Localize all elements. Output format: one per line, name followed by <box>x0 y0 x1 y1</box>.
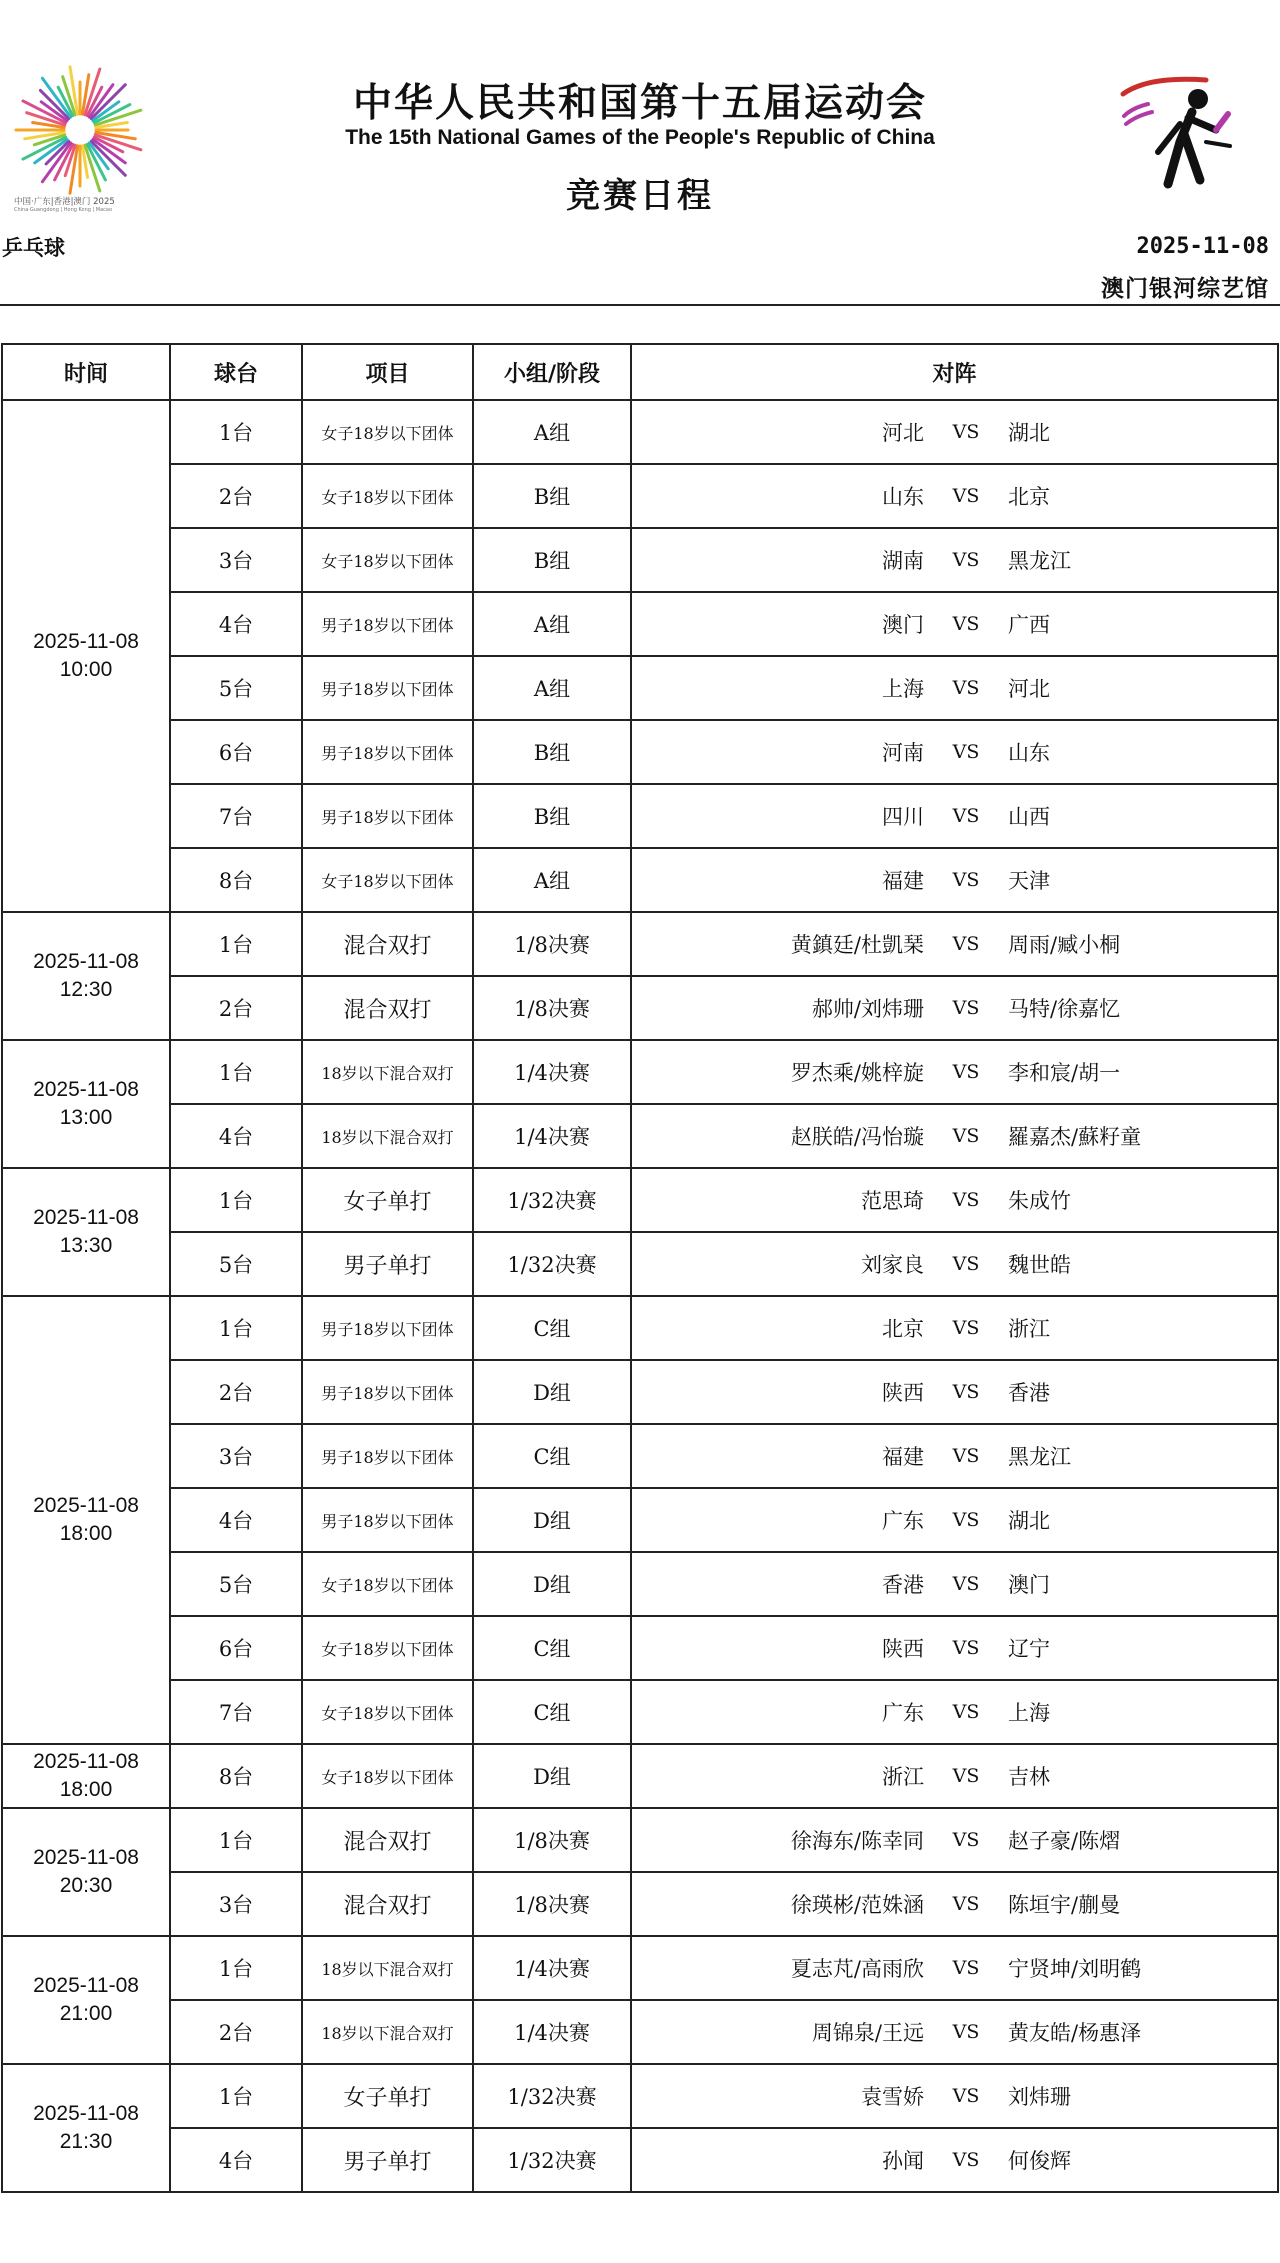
team-b: 黄友皓/杨惠泽 <box>1008 2021 1142 2045</box>
table-number-cell: 8台 <box>170 848 302 912</box>
vs-label: VS <box>952 1893 980 1915</box>
table-number-cell: 3台 <box>170 1424 302 1488</box>
event-cell: 混合双打 <box>302 976 473 1040</box>
matchup-wrap <box>632 1745 1277 1807</box>
vs-label: VS <box>952 1317 980 1339</box>
table-number-cell: 4台 <box>170 1104 302 1168</box>
team-b: 天津 <box>1008 869 1050 893</box>
vs-label: VS <box>952 1189 980 1211</box>
matchup-cell <box>631 1936 1278 2000</box>
stage-cell: 1/32决赛 <box>473 1232 631 1296</box>
table-row <box>2 1232 1278 1296</box>
table-tennis-pictogram-icon <box>1118 72 1238 202</box>
event-cell: 男子18岁以下团体 <box>302 784 473 848</box>
time-date: 2025-11-08 <box>33 2102 139 2125</box>
matchup-cell <box>631 912 1278 976</box>
team-a: 四川 <box>882 805 924 829</box>
table-row <box>2 592 1278 656</box>
schedule-date: 2025-11-08 <box>1136 234 1269 259</box>
time-clock: 10:00 <box>59 658 113 681</box>
matchup-wrap <box>632 785 1277 847</box>
vs-label: VS <box>952 1509 980 1531</box>
vs-label: VS <box>952 741 980 763</box>
matchup-wrap <box>632 529 1277 591</box>
column-header-event: 项目 <box>302 344 473 400</box>
vs-label: VS <box>952 1061 980 1083</box>
event-cell: 男子18岁以下团体 <box>302 720 473 784</box>
vs-label: VS <box>952 421 980 443</box>
team-b: 北京 <box>1008 485 1050 509</box>
stage-cell: 1/4决赛 <box>473 1936 631 2000</box>
table-number-cell: 4台 <box>170 1488 302 1552</box>
matchup-wrap <box>632 2001 1277 2063</box>
table-number-cell: 2台 <box>170 2000 302 2064</box>
team-b: 浙江 <box>1008 1317 1050 1341</box>
stage-cell: C组 <box>473 1424 631 1488</box>
table-row <box>2 1552 1278 1616</box>
logo-left-text: 中国·广东|香港|澳门 2025 <box>14 197 115 207</box>
time-date: 2025-11-08 <box>33 1494 139 1517</box>
team-a: 黄鎮廷/杜凱琹 <box>790 933 924 957</box>
event-cell: 男子18岁以下团体 <box>302 1488 473 1552</box>
event-cell: 女子18岁以下团体 <box>302 1680 473 1744</box>
table-number-cell: 1台 <box>170 400 302 464</box>
matchup-cell <box>631 656 1278 720</box>
table-row <box>2 1872 1278 1936</box>
team-a: 山东 <box>882 485 924 509</box>
vs-label: VS <box>952 1573 980 1595</box>
matchup-cell <box>631 1680 1278 1744</box>
team-b: 香港 <box>1008 1381 1050 1405</box>
stage-cell: D组 <box>473 1744 631 1808</box>
matchup-cell <box>631 1232 1278 1296</box>
table-number-cell: 3台 <box>170 1872 302 1936</box>
team-a: 香港 <box>882 1573 924 1597</box>
vs-label: VS <box>952 1765 980 1787</box>
matchup-cell <box>631 1488 1278 1552</box>
team-a: 河南 <box>882 741 924 765</box>
time-date: 2025-11-08 <box>33 1750 139 1773</box>
table-number-cell: 8台 <box>170 1744 302 1808</box>
team-a: 陕西 <box>882 1637 924 1661</box>
vs-label: VS <box>952 2021 980 2043</box>
stage-cell: 1/32决赛 <box>473 2064 631 2128</box>
stage-cell: 1/4决赛 <box>473 1040 631 1104</box>
time-clock: 20:30 <box>59 1874 113 1897</box>
table-number-cell: 1台 <box>170 2064 302 2128</box>
matchup-wrap <box>632 977 1277 1039</box>
schedule-body <box>2 400 1278 2192</box>
team-b: 河北 <box>1008 677 1050 701</box>
matchup-wrap <box>632 1937 1277 1999</box>
matchup-wrap <box>632 465 1277 527</box>
table-header-row <box>2 344 1278 400</box>
event-cell: 女子18岁以下团体 <box>302 528 473 592</box>
team-b: 辽宁 <box>1008 1637 1050 1661</box>
team-b: 宁贤坤/刘明鹤 <box>1008 1957 1142 1981</box>
matchup-wrap <box>632 1809 1277 1871</box>
table-row <box>2 2128 1278 2192</box>
table-number-cell: 4台 <box>170 592 302 656</box>
vs-label: VS <box>952 1445 980 1467</box>
event-cell: 18岁以下混合双打 <box>302 1040 473 1104</box>
matchup-wrap <box>632 1681 1277 1743</box>
stage-cell: B组 <box>473 720 631 784</box>
team-a: 福建 <box>882 1445 924 1469</box>
team-b: 何俊辉 <box>1008 2149 1071 2173</box>
event-cell: 女子单打 <box>302 2064 473 2128</box>
table-number-cell: 1台 <box>170 912 302 976</box>
matchup-cell <box>631 1040 1278 1104</box>
vs-label: VS <box>952 677 980 699</box>
table-row <box>2 656 1278 720</box>
stage-cell: B组 <box>473 528 631 592</box>
team-b: 山东 <box>1008 741 1050 765</box>
matchup-cell <box>631 528 1278 592</box>
matchup-cell <box>631 1360 1278 1424</box>
matchup-wrap <box>632 1425 1277 1487</box>
matchup-cell <box>631 1104 1278 1168</box>
matchup-cell <box>631 400 1278 464</box>
venue-name: 澳门银河综艺馆 <box>1101 276 1269 302</box>
table-row <box>2 2064 1278 2128</box>
table-number-cell: 4台 <box>170 2128 302 2192</box>
table-row <box>2 400 1278 464</box>
matchup-wrap <box>632 401 1277 463</box>
event-cell: 男子单打 <box>302 2128 473 2192</box>
table-number-cell: 2台 <box>170 464 302 528</box>
table-row <box>2 1296 1278 1360</box>
matchup-cell <box>631 464 1278 528</box>
team-b: 魏世皓 <box>1008 1253 1071 1277</box>
table-row <box>2 1040 1278 1104</box>
event-cell: 男子18岁以下团体 <box>302 1424 473 1488</box>
table-row <box>2 1808 1278 1872</box>
vs-label: VS <box>952 933 980 955</box>
time-clock: 21:30 <box>59 2130 113 2153</box>
team-a: 罗杰乘/姚梓旋 <box>790 1061 924 1085</box>
table-row <box>2 1936 1278 2000</box>
stage-cell: D组 <box>473 1488 631 1552</box>
stage-cell: A组 <box>473 848 631 912</box>
team-a: 陕西 <box>882 1381 924 1405</box>
vs-label: VS <box>952 485 980 507</box>
event-cell: 女子18岁以下团体 <box>302 464 473 528</box>
team-b: 澳门 <box>1008 1573 1050 1597</box>
event-cell: 男子单打 <box>302 1232 473 1296</box>
event-cell: 混合双打 <box>302 912 473 976</box>
event-cell: 女子18岁以下团体 <box>302 848 473 912</box>
column-header-matchup: 对阵 <box>631 344 1278 400</box>
team-b: 吉林 <box>1008 1765 1050 1789</box>
schedule-table <box>1 343 1279 2193</box>
team-a: 河北 <box>882 421 924 445</box>
event-cell: 女子18岁以下团体 <box>302 1616 473 1680</box>
table-number-cell: 5台 <box>170 1552 302 1616</box>
table-row <box>2 2000 1278 2064</box>
team-a: 浙江 <box>882 1765 924 1789</box>
table-row <box>2 784 1278 848</box>
team-b: 羅嘉杰/蘇籽童 <box>1008 1125 1142 1149</box>
column-header-table: 球台 <box>170 344 302 400</box>
team-b: 周雨/臧小桐 <box>1008 933 1121 957</box>
vs-label: VS <box>952 1957 980 1979</box>
matchup-cell <box>631 848 1278 912</box>
matchup-cell <box>631 720 1278 784</box>
event-cell: 男子18岁以下团体 <box>302 656 473 720</box>
matchup-wrap <box>632 1873 1277 1935</box>
matchup-cell <box>631 976 1278 1040</box>
team-b: 山西 <box>1008 805 1050 829</box>
matchup-cell <box>631 2000 1278 2064</box>
time-date: 2025-11-08 <box>33 1206 139 1229</box>
matchup-wrap <box>632 1041 1277 1103</box>
matchup-wrap <box>632 1297 1277 1359</box>
table-number-cell: 7台 <box>170 784 302 848</box>
time-clock: 18:00 <box>59 1778 113 1801</box>
stage-cell: C组 <box>473 1680 631 1744</box>
table-number-cell: 1台 <box>170 1168 302 1232</box>
vs-label: VS <box>952 2085 980 2107</box>
event-cell: 女子单打 <box>302 1168 473 1232</box>
page-title: 中华人民共和国第十五届运动会 <box>352 81 927 126</box>
vs-label: VS <box>952 1701 980 1723</box>
time-cell <box>2 1744 170 1808</box>
team-a: 徐海东/陈幸同 <box>790 1829 924 1853</box>
time-date: 2025-11-08 <box>33 950 139 973</box>
event-cell: 女子18岁以下团体 <box>302 400 473 464</box>
event-cell: 18岁以下混合双打 <box>302 1104 473 1168</box>
matchup-wrap <box>632 721 1277 783</box>
event-cell: 女子18岁以下团体 <box>302 1744 473 1808</box>
team-b: 李和宸/胡一 <box>1008 1061 1121 1085</box>
matchup-cell <box>631 2064 1278 2128</box>
table-row <box>2 528 1278 592</box>
team-b: 朱成竹 <box>1008 1189 1071 1213</box>
table-number-cell: 6台 <box>170 720 302 784</box>
time-clock: 13:30 <box>59 1234 113 1257</box>
column-header-stage: 小组/阶段 <box>473 344 631 400</box>
table-number-cell: 7台 <box>170 1680 302 1744</box>
time-cell <box>2 2064 170 2192</box>
team-a: 徐瑛彬/范姝涵 <box>790 1893 924 1917</box>
time-clock: 12:30 <box>59 978 113 1001</box>
matchup-cell <box>631 1424 1278 1488</box>
vs-label: VS <box>952 613 980 635</box>
vs-label: VS <box>952 1125 980 1147</box>
matchup-cell <box>631 1808 1278 1872</box>
table-number-cell: 6台 <box>170 1616 302 1680</box>
matchup-cell <box>631 2128 1278 2192</box>
schedule-heading: 竞赛日程 <box>566 176 714 216</box>
table-number-cell: 3台 <box>170 528 302 592</box>
matchup-cell <box>631 592 1278 656</box>
stage-cell: D组 <box>473 1552 631 1616</box>
event-cell: 女子18岁以下团体 <box>302 1552 473 1616</box>
matchup-wrap <box>632 1361 1277 1423</box>
team-b: 马特/徐嘉忆 <box>1008 997 1121 1021</box>
column-header-time: 时间 <box>2 344 170 400</box>
sport-name: 乒乓球 <box>2 236 65 260</box>
vs-label: VS <box>952 1637 980 1659</box>
team-b: 湖北 <box>1008 421 1050 445</box>
stage-cell: C组 <box>473 1296 631 1360</box>
table-number-cell: 1台 <box>170 1936 302 2000</box>
time-clock: 18:00 <box>59 1522 113 1545</box>
team-a: 范思琦 <box>861 1189 924 1213</box>
time-cell <box>2 1168 170 1296</box>
team-b: 刘炜珊 <box>1008 2085 1071 2109</box>
time-cell <box>2 1040 170 1168</box>
table-number-cell: 2台 <box>170 1360 302 1424</box>
time-cell <box>2 912 170 1040</box>
table-row <box>2 720 1278 784</box>
time-clock: 13:00 <box>59 1106 113 1129</box>
team-b: 赵子豪/陈熠 <box>1008 1829 1121 1853</box>
team-b: 广西 <box>1008 613 1050 637</box>
team-a: 郝帅/刘炜珊 <box>811 997 924 1021</box>
stage-cell: A组 <box>473 592 631 656</box>
team-b: 黑龙江 <box>1008 549 1071 573</box>
matchup-cell <box>631 1552 1278 1616</box>
time-cell <box>2 1296 170 1744</box>
table-number-cell: 1台 <box>170 1808 302 1872</box>
table-row <box>2 1744 1278 1808</box>
matchup-cell <box>631 1616 1278 1680</box>
matchup-wrap <box>632 1617 1277 1679</box>
team-b: 黑龙江 <box>1008 1445 1071 1469</box>
stage-cell: 1/8决赛 <box>473 1808 631 1872</box>
stage-cell: 1/32决赛 <box>473 2128 631 2192</box>
team-b: 上海 <box>1008 1701 1050 1725</box>
table-row <box>2 1616 1278 1680</box>
event-cell: 男子18岁以下团体 <box>302 1296 473 1360</box>
stage-cell: 1/4决赛 <box>473 1104 631 1168</box>
stage-cell: B组 <box>473 464 631 528</box>
logo-left-subtext: China·Guangdong | Hong Kong | Macao <box>14 207 113 212</box>
table-row <box>2 1168 1278 1232</box>
time-cell <box>2 400 170 912</box>
matchup-wrap <box>632 913 1277 975</box>
matchup-cell <box>631 1296 1278 1360</box>
matchup-wrap <box>632 2065 1277 2127</box>
table-row <box>2 1424 1278 1488</box>
team-a: 广东 <box>882 1701 924 1725</box>
time-date: 2025-11-08 <box>33 1846 139 1869</box>
page-title-english: The 15th National Games of the People's Republic of China <box>345 126 935 149</box>
time-date: 2025-11-08 <box>33 630 139 653</box>
matchup-wrap <box>632 1489 1277 1551</box>
table-row <box>2 1680 1278 1744</box>
vs-label: VS <box>952 1253 980 1275</box>
vs-label: VS <box>952 997 980 1019</box>
event-cell: 男子18岁以下团体 <box>302 592 473 656</box>
team-a: 周锦泉/王远 <box>811 2021 924 2045</box>
team-a: 上海 <box>882 677 924 701</box>
stage-cell: 1/4决赛 <box>473 2000 631 2064</box>
table-number-cell: 1台 <box>170 1040 302 1104</box>
matchup-wrap <box>632 1105 1277 1167</box>
team-a: 夏志芃/高雨欣 <box>790 1957 924 1981</box>
team-a: 湖南 <box>882 549 924 573</box>
matchup-wrap <box>632 849 1277 911</box>
stage-cell: C组 <box>473 1616 631 1680</box>
event-cell: 混合双打 <box>302 1808 473 1872</box>
table-row <box>2 912 1278 976</box>
team-a: 孙闻 <box>882 2149 924 2173</box>
event-cell: 18岁以下混合双打 <box>302 2000 473 2064</box>
team-a: 刘家良 <box>861 1253 924 1277</box>
matchup-cell <box>631 1872 1278 1936</box>
team-a: 澳门 <box>882 613 924 637</box>
table-row <box>2 464 1278 528</box>
event-cell: 18岁以下混合双打 <box>302 1936 473 2000</box>
matchup-wrap <box>632 593 1277 655</box>
time-cell <box>2 1936 170 2064</box>
table-number-cell: 1台 <box>170 1296 302 1360</box>
matchup-wrap <box>632 1169 1277 1231</box>
table-number-cell: 2台 <box>170 976 302 1040</box>
matchup-cell <box>631 1744 1278 1808</box>
stage-cell: B组 <box>473 784 631 848</box>
stage-cell: 1/32决赛 <box>473 1168 631 1232</box>
table-row <box>2 1360 1278 1424</box>
time-cell <box>2 1808 170 1936</box>
vs-label: VS <box>952 869 980 891</box>
team-a: 北京 <box>882 1317 924 1341</box>
time-date: 2025-11-08 <box>33 1974 139 1997</box>
team-b: 湖北 <box>1008 1509 1050 1533</box>
stage-cell: A组 <box>473 656 631 720</box>
table-number-cell: 5台 <box>170 656 302 720</box>
stage-cell: 1/8决赛 <box>473 912 631 976</box>
vs-label: VS <box>952 1829 980 1851</box>
stage-cell: A组 <box>473 400 631 464</box>
vs-label: VS <box>952 2149 980 2171</box>
table-row <box>2 848 1278 912</box>
table-row <box>2 1104 1278 1168</box>
time-date: 2025-11-08 <box>33 1078 139 1101</box>
team-b: 陈垣宇/蒯曼 <box>1008 1893 1121 1917</box>
table-number-cell: 5台 <box>170 1232 302 1296</box>
event-cell: 男子18岁以下团体 <box>302 1360 473 1424</box>
time-clock: 21:00 <box>59 2002 113 2025</box>
matchup-wrap <box>632 1233 1277 1295</box>
matchup-wrap <box>632 657 1277 719</box>
vs-label: VS <box>952 549 980 571</box>
team-a: 袁雪娇 <box>861 2085 924 2109</box>
matchup-cell <box>631 784 1278 848</box>
vs-label: VS <box>952 805 980 827</box>
team-a: 赵朕皓/冯怡璇 <box>790 1125 924 1149</box>
table-row <box>2 1488 1278 1552</box>
matchup-cell <box>631 1168 1278 1232</box>
table-row <box>2 976 1278 1040</box>
event-cell: 混合双打 <box>302 1872 473 1936</box>
team-a: 福建 <box>882 869 924 893</box>
stage-cell: 1/8决赛 <box>473 1872 631 1936</box>
vs-label: VS <box>952 1381 980 1403</box>
matchup-wrap <box>632 1553 1277 1615</box>
matchup-wrap <box>632 2129 1277 2191</box>
stage-cell: D组 <box>473 1360 631 1424</box>
header-divider <box>0 304 1280 306</box>
team-a: 广东 <box>882 1509 924 1533</box>
stage-cell: 1/8决赛 <box>473 976 631 1040</box>
